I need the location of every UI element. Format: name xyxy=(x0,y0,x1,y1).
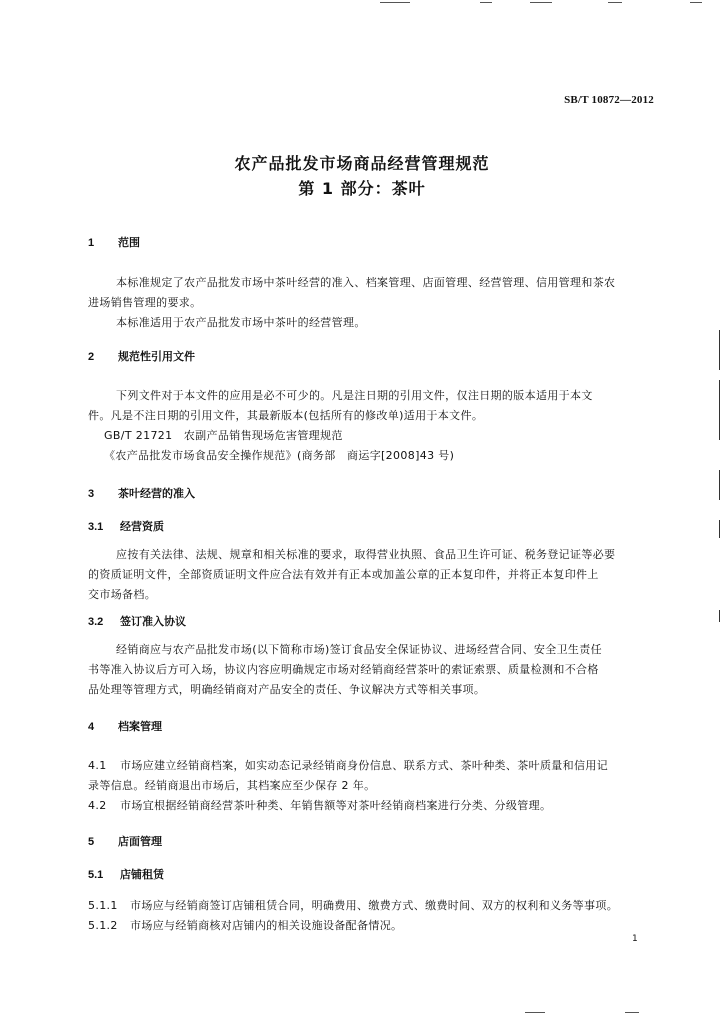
paragraph-line: 书等准入协议后方可入场，协议内容应明确规定市场对经销商经营茶叶的索证索票、质量检测和不合格 xyxy=(88,663,599,676)
paragraph-line xyxy=(88,796,656,816)
section-heading-2 xyxy=(88,350,195,364)
paragraph-line: 本标准规定了农产品批发市场中茶叶经营的准入、档案管理、店面管理、经营管理、信用管理和茶农 xyxy=(116,276,616,289)
scan-artifact xyxy=(719,380,720,440)
section-heading-3 xyxy=(88,487,195,501)
document-subtitle: 第 1 部分：茶叶 xyxy=(298,179,426,198)
clause-text: 市场应与经销商核对店铺内的相关设施设备配备情况。 xyxy=(130,919,403,932)
paragraph-line: 件。凡是不注日期的引用文件，其最新版本(包括所有的修改单)适用于本文件。 xyxy=(88,409,484,422)
paragraph-line: 下列文件对于本文件的应用是必不可少的。凡是注日期的引用文件，仅注日期的版本适用于本文 xyxy=(116,389,593,402)
section-number: 3.1 xyxy=(88,521,104,533)
section-number: 3.2 xyxy=(88,616,104,628)
section-number: 3 xyxy=(88,488,95,500)
subsection-heading-5-1 xyxy=(88,868,164,882)
clause-text: 市场应建立经销商档案，如实动态记录经销商身份信息、联系方式、茶叶种类、茶叶质量和信用记 xyxy=(120,759,609,772)
section-number: 4 xyxy=(88,721,95,733)
section-number: 5 xyxy=(88,836,95,848)
section-title: 规范性引用文件 xyxy=(118,350,195,363)
section-number: 5.1 xyxy=(88,869,104,881)
clause-number: 4.2 xyxy=(88,799,107,812)
scan-artifact xyxy=(380,2,410,3)
paragraph-line: 经销商应与农产品批发市场(以下简称市场)签订食品安全保证协议、进场经营合同、安全卫生责任 xyxy=(116,643,602,656)
section-title: 范围 xyxy=(118,236,140,249)
paragraph-line: 录等信息。经销商退出市场后，其档案应至少保存 2 年。 xyxy=(88,779,376,792)
document-title: 农产品批发市场商品经营管理规范 xyxy=(234,154,490,173)
scan-artifact xyxy=(719,520,720,538)
paragraph xyxy=(88,756,656,816)
paragraph-line: 本标准适用于农产品批发市场中茶叶的经营管理。 xyxy=(116,316,366,329)
paragraph xyxy=(88,896,656,936)
scan-artifact xyxy=(480,2,492,3)
scan-artifact xyxy=(608,2,622,3)
section-title: 经营资质 xyxy=(120,520,164,533)
clause-number: 4.1 xyxy=(88,759,107,772)
paragraph-line: 应按有关法律、法规、规章和相关标准的要求，取得营业执照、食品卫生许可证、税务登记证等必要 xyxy=(116,548,616,561)
page-number: 1 xyxy=(632,934,638,944)
subsection-heading-3-2 xyxy=(88,615,186,629)
section-heading-1 xyxy=(88,236,140,250)
reference-item: 《农产品批发市场食品安全操作规范》(商务部 商运字[2008]43 号) xyxy=(104,449,455,462)
paragraph-line: 交市场备档。 xyxy=(88,588,157,601)
paragraph-line xyxy=(88,916,656,936)
paragraph xyxy=(88,273,656,333)
clause-number: 5.1.2 xyxy=(88,919,118,932)
paragraph xyxy=(88,545,656,605)
subsection-heading-3-1 xyxy=(88,520,164,534)
section-title: 店铺租赁 xyxy=(120,868,164,881)
scan-artifact xyxy=(525,1012,545,1013)
paragraph-line: 的资质证明文件，全部资质证明文件应合法有效并有正本或加盖公章的正本复印件，并将正本复印件上 xyxy=(88,568,599,581)
scan-artifact xyxy=(690,2,702,3)
section-title: 档案管理 xyxy=(118,720,162,733)
reference-item: GB/T 21721 农副产品销售现场危害管理规范 xyxy=(104,429,343,442)
clause-number: 5.1.1 xyxy=(88,899,118,912)
paragraph xyxy=(88,386,656,466)
scan-artifact xyxy=(719,610,720,622)
scan-artifact xyxy=(625,1012,639,1013)
section-title: 店面管理 xyxy=(118,835,162,848)
paragraph xyxy=(88,640,656,700)
section-title: 签订准入协议 xyxy=(120,615,186,628)
standard-code: SB/T 10872—2012 xyxy=(564,94,654,106)
paragraph-line xyxy=(88,756,656,776)
scan-artifact xyxy=(719,330,720,370)
section-title: 茶叶经营的准入 xyxy=(118,487,195,500)
section-number: 2 xyxy=(88,351,95,363)
clause-text: 市场宜根据经销商经营茶叶种类、年销售额等对茶叶经销商档案进行分类、分级管理。 xyxy=(120,799,552,812)
scan-artifact xyxy=(719,470,720,500)
paragraph-line: 品处理等管理方式，明确经销商对产品安全的责任、争议解决方式等相关事项。 xyxy=(88,683,486,696)
section-heading-4 xyxy=(88,720,162,734)
clause-text: 市场应与经销商签订店铺租赁合同，明确费用、缴费方式、缴费时间、双方的权利和义务等事项。 xyxy=(130,899,619,912)
scan-artifact xyxy=(530,2,552,3)
section-number: 1 xyxy=(88,237,95,249)
section-heading-5 xyxy=(88,835,162,849)
paragraph-line: 进场销售管理的要求。 xyxy=(88,296,202,309)
paragraph-line xyxy=(88,896,656,916)
